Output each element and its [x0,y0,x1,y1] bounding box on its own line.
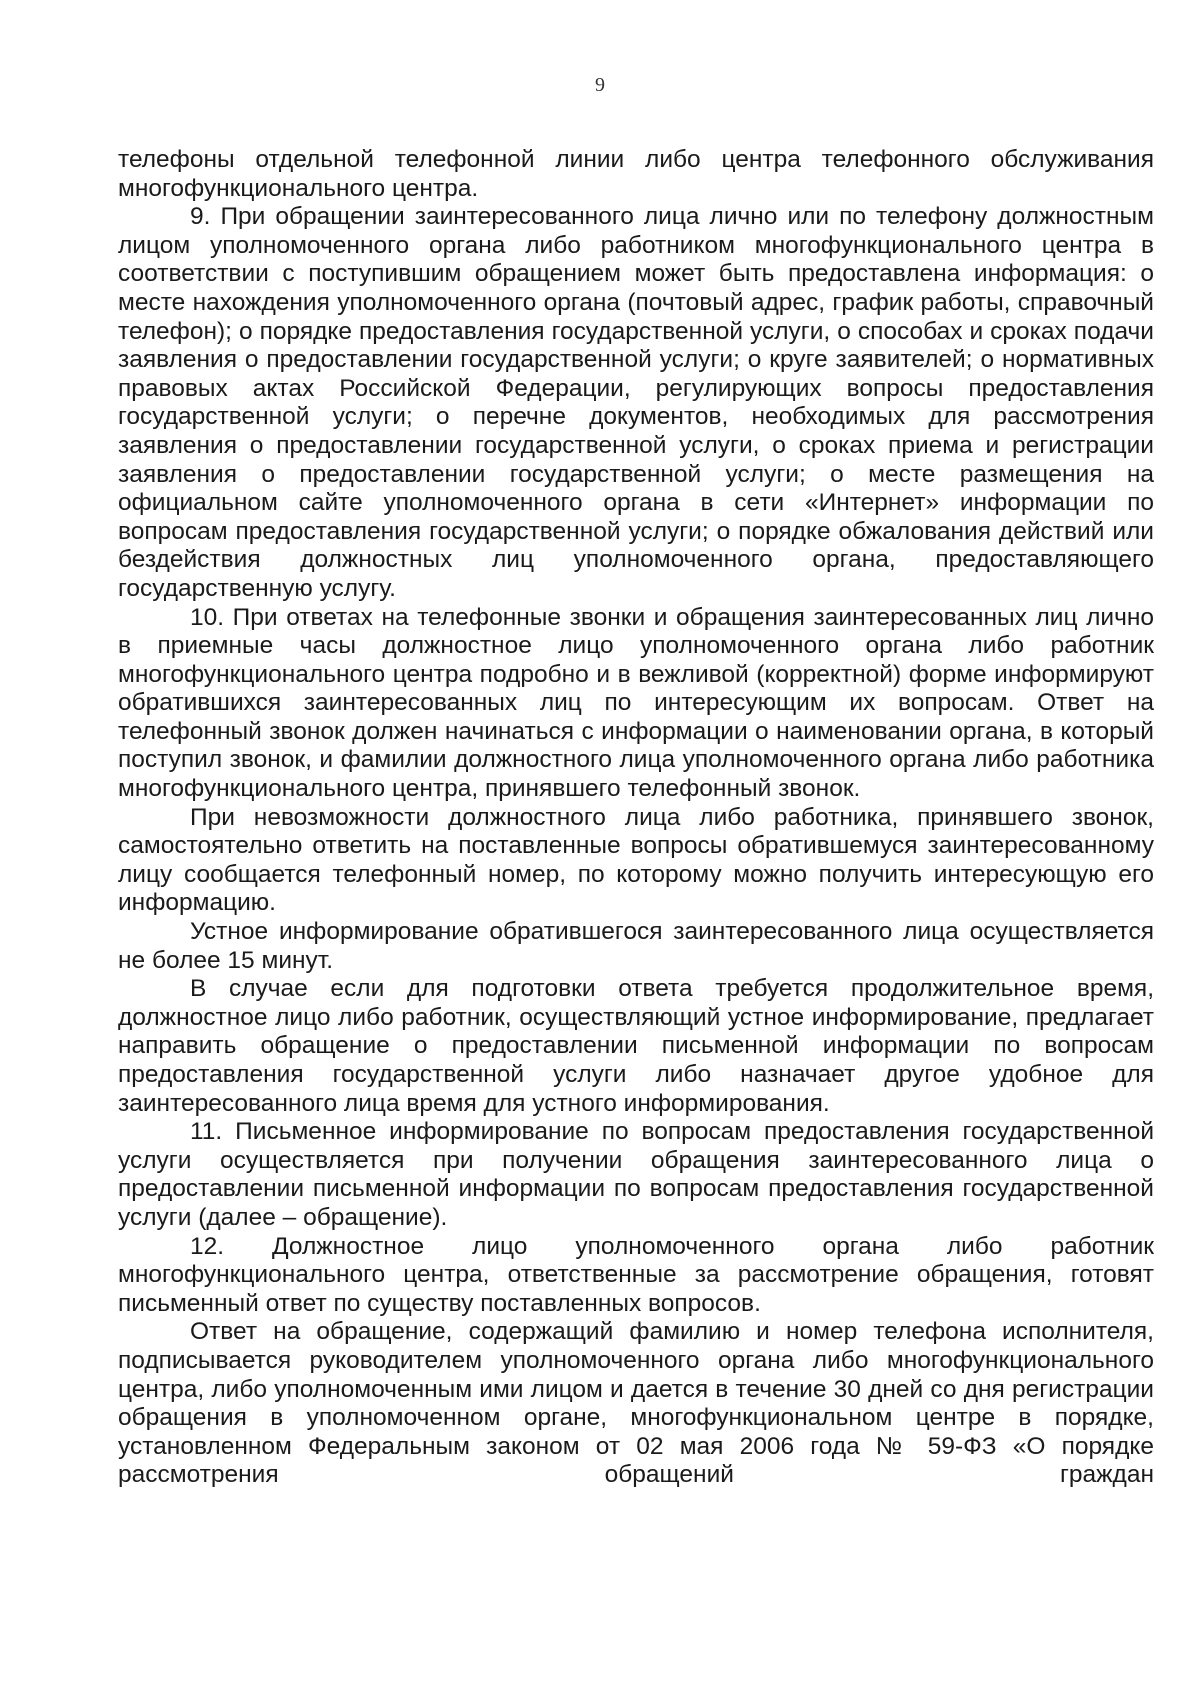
paragraph-long-preparation: В случае если для подготовки ответа требуется продолжительное время, должностное лицо либо работник, осуществляющий устное информирование, предлагает направить обращение о предоставлении письменной информации по вопросам предоставления государственной услуги либо назначает другое удобное для заинтересованного лица время для устного информирования. [118,975,1154,1117]
paragraph-oral-duration: Устное информирование обратившегося заинтересованного лица осуществляется не более 15 минут. [118,918,1154,974]
paragraph-item-12: 12. Должностное лицо уполномоченного органа либо работник многофункционального центра, ответственные за рассмотрение обращения, готовят письменный ответ по существу поставленных вопросов. [118,1232,1154,1317]
paragraph-callback-info: При невозможности должностного лица либо работника, принявшего звонок, самостоятельно ответить на поставленные вопросы обратившемуся заинтересованному лицу сообщается телефонный номер, по которому можно получить интересующую его информацию. [118,803,1154,917]
paragraph-response-signing: Ответ на обращение, содержащий фамилию и номер телефона исполнителя, подписывается руководителем уполномоченного органа либо многофункционального центра, либо уполномоченным ими лицом и дается в течение 30 дней со дня регистрации обращения в уполномоченном органе, многофункциональном центре в порядке, установленном Федеральным законом от 02 мая 2006 года № 59-ФЗ «О порядке рассмотрения обращений граждан [118,1318,1154,1489]
paragraph-item-9: 9. При обращении заинтересованного лица лично или по телефону должностным лицом уполномоченного органа либо работником многофункционального центра в соответствии с поступившим обращением может быть предоставлена информация: о месте нахождения уполномоченного органа (почтовый адрес, график работы, справочный телефон); о порядке предоставления государственной услуги, о способах и сроках подачи заявления о предоставлении государственной услуги; о круге заявителей; о нормативных правовых актах Российской Федерации, регулирующих вопросы предоставления государственной услуги; о перечне документов, необходимых для рассмотрения заявления о предоставлении государственной услуги, о сроках приема и регистрации заявления о предоставлении государственной услуги; о месте размещения на официальном сайте уполномоченного органа в сети «Интернет» информации по вопросам предоставления государственной услуги; о порядке обжалования действий или бездействия должностных лиц уполномоченного органа, предоставляющего государственную услугу. [118,203,1154,602]
paragraph-item-11: 11. Письменное информирование по вопросам предоставления государственной услуги осуществляется при получении обращения заинтересованного лица о предоставлении письменной информации по вопросам предоставления государственной услуги (далее – обращение). [118,1118,1154,1231]
page-number: 9 [595,74,605,96]
paragraph-continuation: телефоны отдельной телефонной линии либо центра телефонного обслуживания многофункционального центра. [118,146,1154,202]
paragraph-item-10: 10. При ответах на телефонные звонки и обращения заинтересованных лиц лично в приемные часы должностное лицо уполномоченного органа либо работник многофункционального центра подробно и в вежливой (корректной) форме информируют обратившихся заинтересованных лиц по интересующим их вопросам. Ответ на телефонный звонок должен начинаться с информации о наименовании органа, в который поступил звонок, и фамилии должностного лица уполномоченного органа либо работника многофункционального центра, принявшего телефонный звонок. [118,603,1154,803]
document-body [118,146,1154,1490]
